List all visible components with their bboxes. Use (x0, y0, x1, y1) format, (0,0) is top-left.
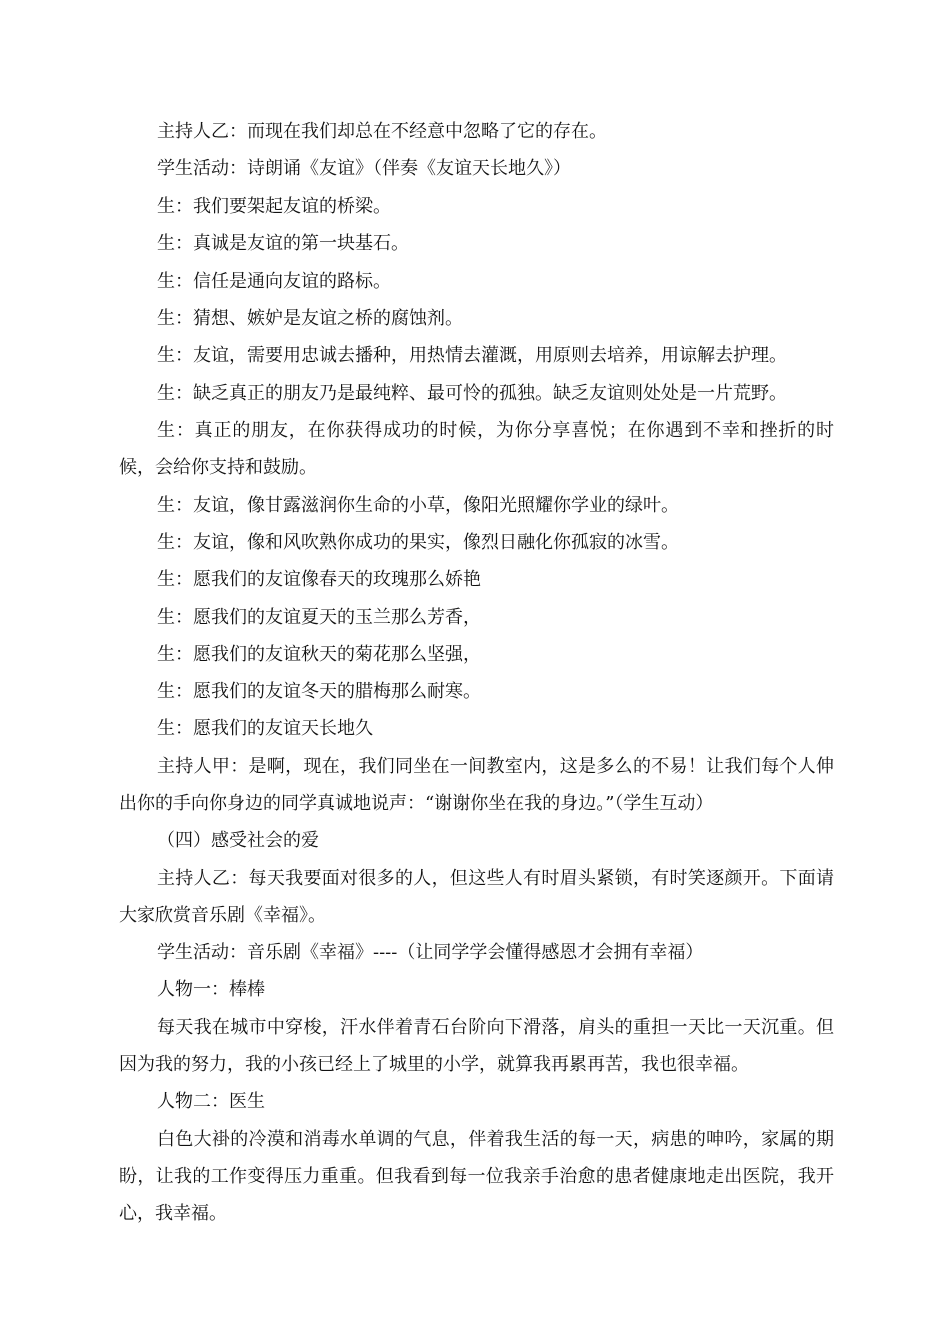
paragraph: 学生活动：诗朗诵《友谊》（伴奏《友谊天长地久》） (157, 158, 571, 179)
paragraph: 生：友谊，需要用忠诚去播种，用热情去灌溉，用原则去培养，用谅解去护理。 (157, 345, 787, 366)
paragraph: 生：愿我们的友谊像春天的玫瑰那么娇艳 (157, 569, 481, 590)
paragraph: 主持人甲：是啊，现在，我们同坐在一间教室内，这是多么的不易！让我们每个人伸出你的手向你身边的同学真诚地说声：“谢谢你坐在我的身边。”（学生互动） (119, 756, 834, 814)
paragraph: 生：猜想、嫉妒是友谊之桥的腐蚀剂。 (157, 308, 463, 329)
character-label: 人物一：棒棒 (157, 979, 265, 1000)
paragraph: 生：信任是通向友谊的路标。 (157, 271, 391, 292)
paragraph: 主持人乙：每天我要面对很多的人，但这些人有时眉头紧锁，有时笑逐颜开。下面请大家欣赏音乐剧《幸福》。 (119, 868, 834, 926)
character-label: 人物二：医生 (157, 1091, 265, 1112)
paragraph: 生：真正的朋友，在你获得成功的时候，为你分享喜悦；在你遇到不幸和挫折的时候，会给你支持和鼓励。 (119, 420, 834, 478)
paragraph: 学生活动：音乐剧《幸福》----（让同学学会懂得感恩才会拥有幸福） (157, 942, 704, 963)
paragraph: 生：我们要架起友谊的桥梁。 (157, 196, 391, 217)
paragraph: 生：愿我们的友谊冬天的腊梅那么耐寒。 (157, 681, 481, 702)
section-heading: （四）感受社会的爱 (157, 830, 319, 851)
paragraph: 生：愿我们的友谊秋天的菊花那么坚强， (157, 644, 481, 665)
paragraph: 生：缺乏真正的朋友乃是最纯粹、最可怜的孤独。缺乏友谊则处处是一片荒野。 (157, 383, 787, 404)
paragraph: 生：愿我们的友谊天长地久 (157, 718, 373, 739)
paragraph: 生：友谊，像甘露滋润你生命的小草，像阳光照耀你学业的绿叶。 (157, 495, 679, 516)
paragraph: 白色大褂的冷漠和消毒水单调的气息，伴着我生活的每一天，病患的呻吟，家属的期盼，让我的工作变得压力重重。但我看到每一位我亲手治愈的患者健康地走出医院，我开心，我幸福。 (119, 1129, 834, 1224)
paragraph: 生：友谊，像和风吹熟你成功的果实，像烈日融化你孤寂的冰雪。 (157, 532, 679, 553)
paragraph: 生：愿我们的友谊夏天的玉兰那么芳香， (157, 607, 481, 628)
paragraph: 主持人乙：而现在我们却总在不经意中忽略了它的存在。 (157, 121, 607, 142)
paragraph: 生：真诚是友谊的第一块基石。 (157, 233, 409, 254)
paragraph: 每天我在城市中穿梭，汗水伴着青石台阶向下滑落，肩头的重担一天比一天沉重。但因为我的努力，我的小孩已经上了城里的小学，就算我再累再苦，我也很幸福。 (119, 1017, 834, 1075)
